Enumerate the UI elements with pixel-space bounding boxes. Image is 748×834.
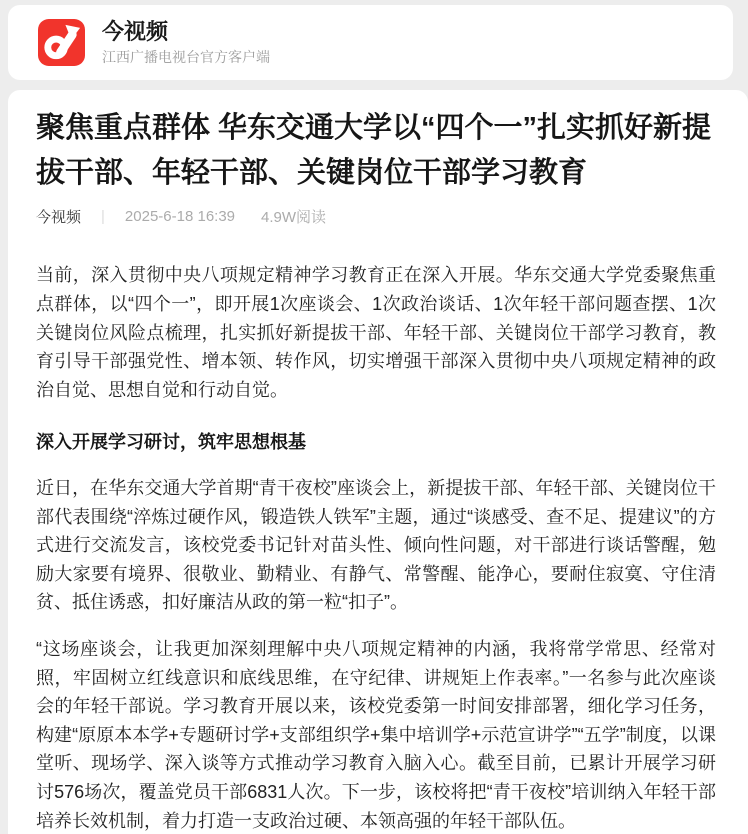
byline-source: 今视频 [36,209,82,227]
app-subtitle: 江西广播电视台官方客户端 [102,49,270,66]
app-header-text [102,19,270,66]
byline-separator: | [101,208,105,226]
article-title: 聚焦重点群体 华东交通大学以“四个一”扎实抓好新提拔干部、年轻干部、关键岗位干部学习教育 [36,112,712,190]
byline-date: 2025-6-18 16:39 [124,208,236,226]
byline-read-count: 4.9W阅读 [261,209,327,227]
app-name: 今视频 [102,18,169,44]
section-heading: 深入开展学习研讨，筑牢思想根基 [36,431,306,452]
article-paragraph: “这场座谈会，让我更加深刻理解中央八项规定精神的内涵，我将常学常思、经常对照，牢固树立红线意识和底线思维，在守纪律、讲规矩上作表率。”一名参与此次座谈会的年轻干部说。学习教育开展以来，该校党委第一时间安排部署，细化学习任务，构建“原原本本学+专题研讨学+支部组织学+集中培训学+示范宣讲学”“五学”制度，以课堂听、现场学、深入谈等方式推动学习教育入脑入心。截至目前，已累计开展学习研讨576场次，覆盖党员干部6831人次。下一步，该校将把“青干夜校”培训纳入年轻干部培养长效机制，着力打造一支政治过硬、本领高强的年轻干部队伍。 [36,638,716,831]
app-header-banner[interactable] [8,5,733,80]
article-paragraph: 当前，深入贯彻中央八项规定精神学习教育正在深入开展。华东交通大学党委聚焦重点群体，以“四个一”，即开展1次座谈会、1次政治谈话、1次年轻干部问题查摆、1次关键岗位风险点梳理，扎实抓好新提拔干部、年轻干部、关键岗位干部学习教育，教育引导干部强党性、增本领、转作风，切实增强干部深入贯彻中央八项规定精神的政治自觉、思想自觉和行动自觉。 [36,265,716,400]
app-logo-icon [38,19,85,66]
article-card [8,90,748,834]
article-body [36,261,716,834]
article-paragraph: 近日，在华东交通大学首期“青干夜校”座谈会上，新提拔干部、年轻干部、关键岗位干部代表围绕“淬炼过硬作风，锻造铁人铁军”主题，通过“谈感受、查不足、提建议”的方式进行交流发言，该校党委书记针对苗头性、倾向性问题，对干部进行谈话警醒，勉励大家要有境界、很敬业、勤精业、有静气、常警醒、能净心，要耐住寂寞、守住清贫、抵住诱惑，扣好廉洁从政的第一粒“扣子”。 [36,477,716,613]
article-byline [36,206,716,227]
